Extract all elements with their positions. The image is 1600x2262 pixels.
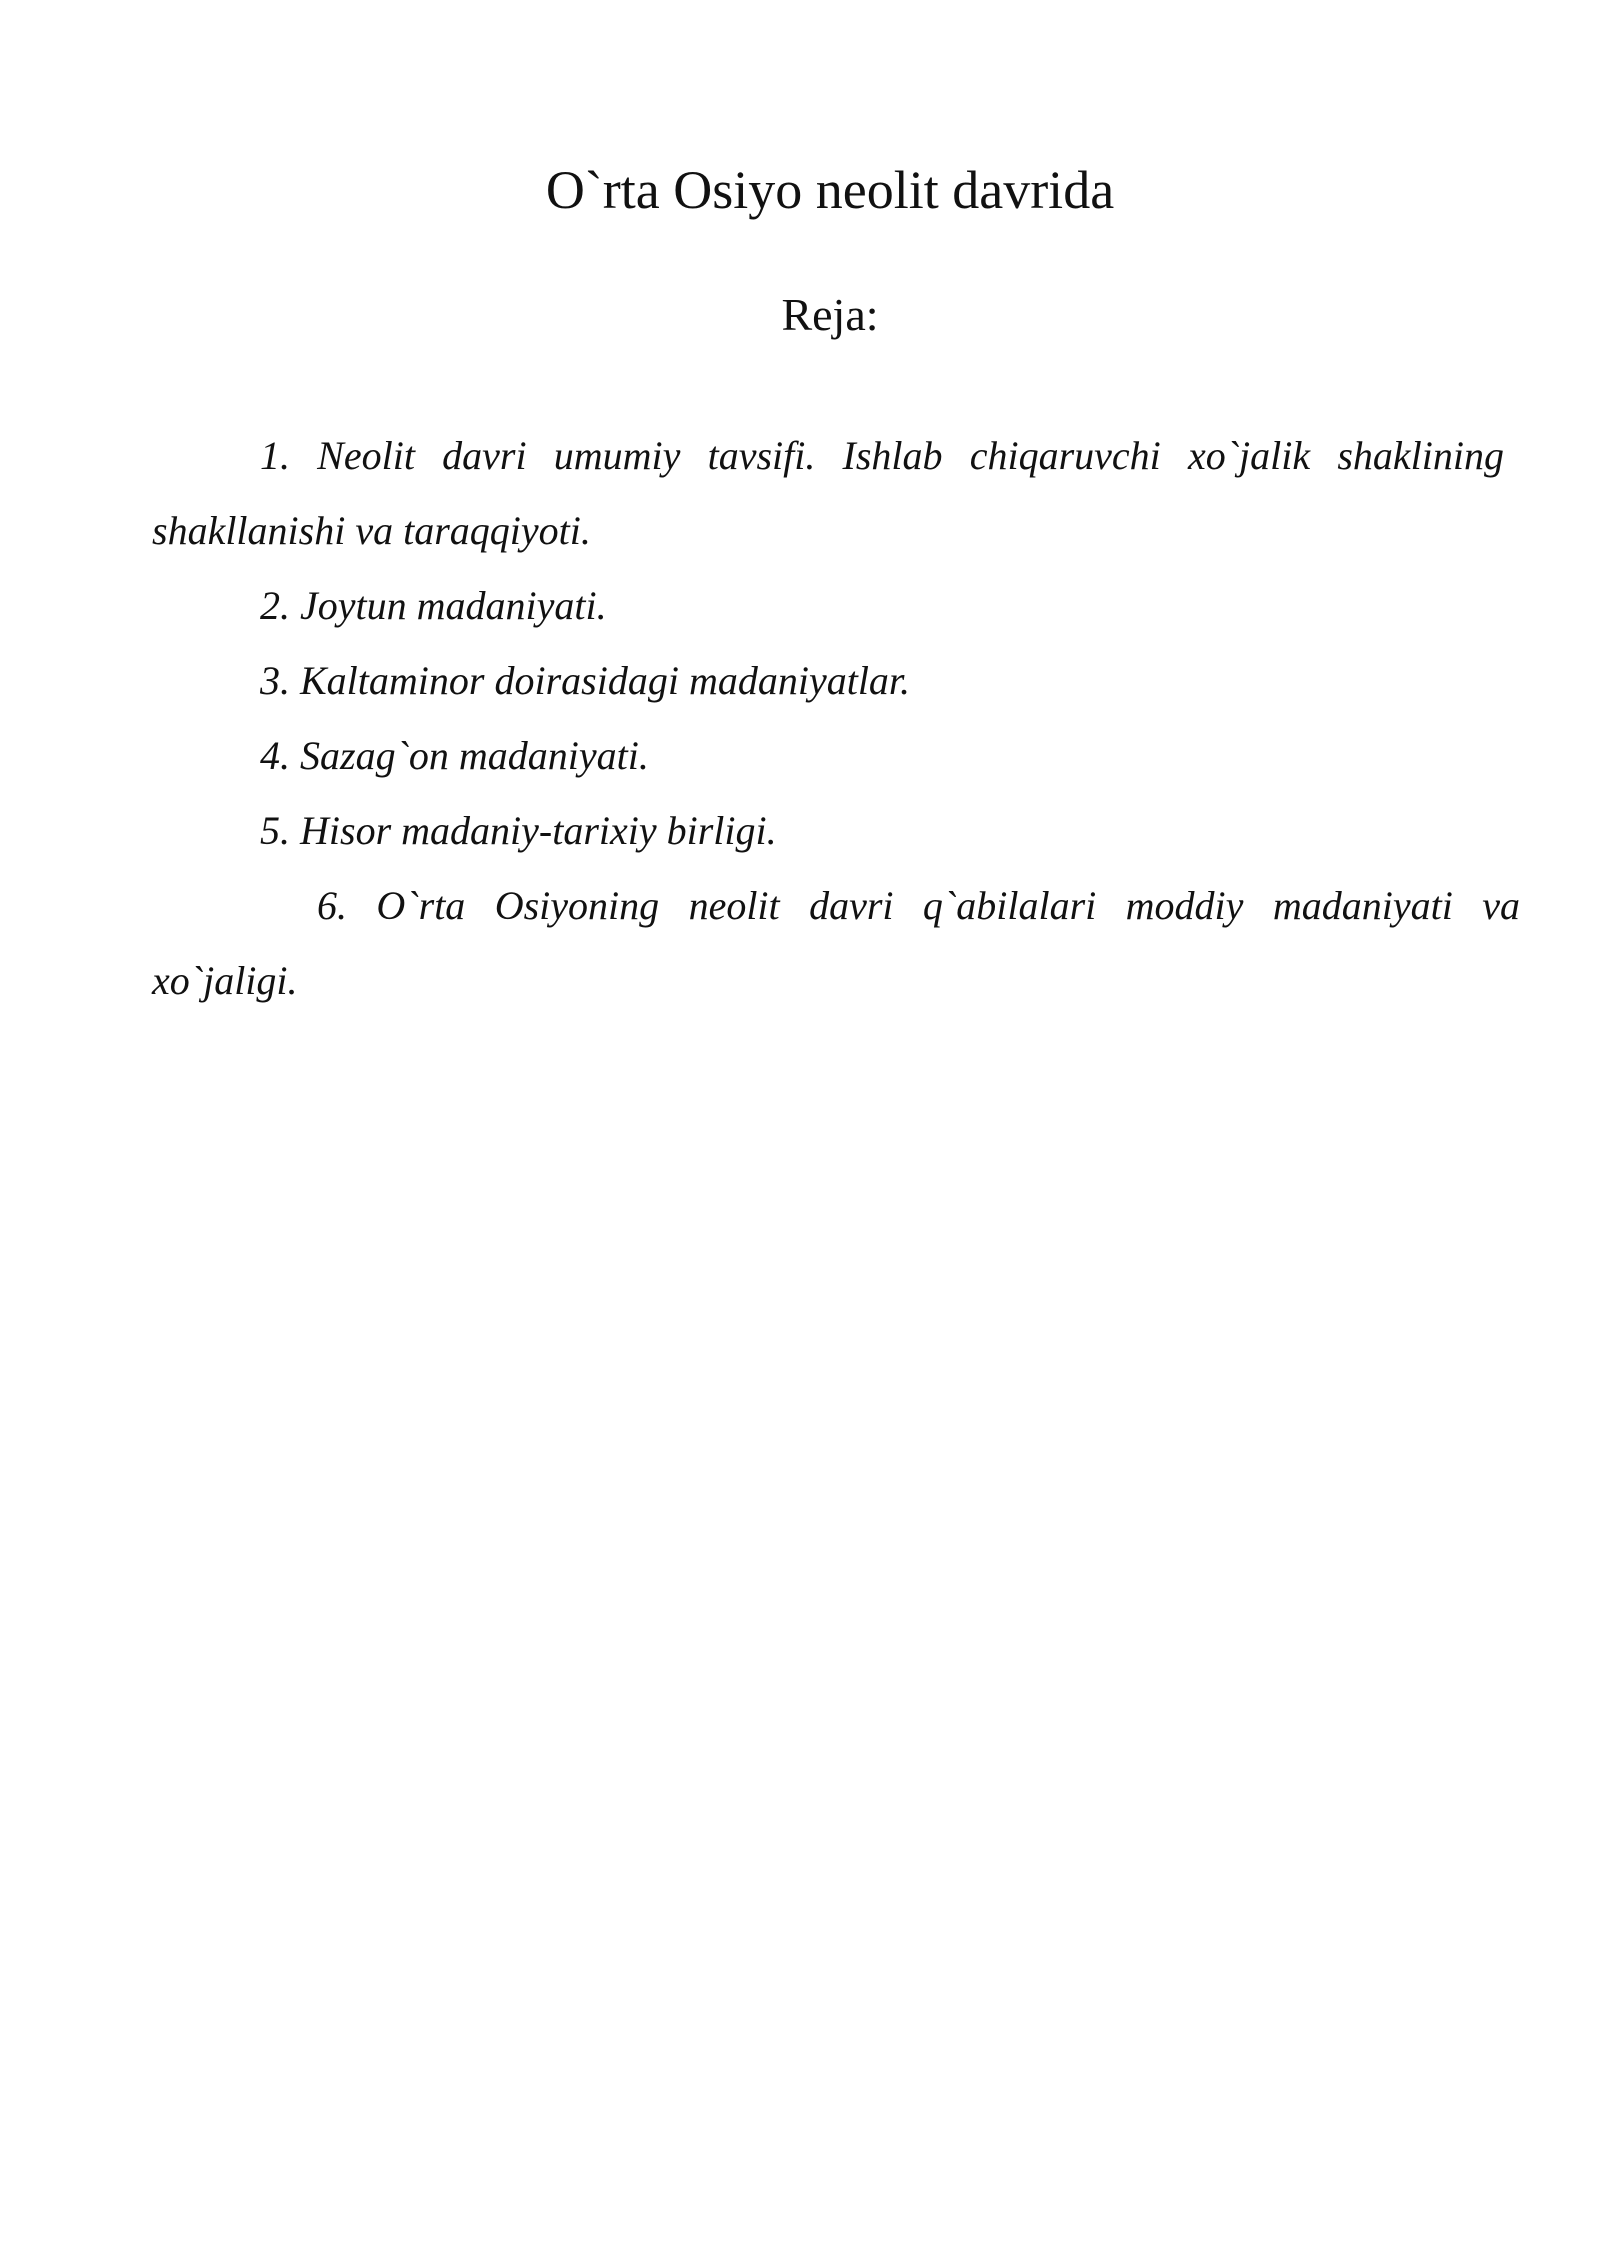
plan-item-1-line-2: shakllanishi va taraqqiyoti.	[152, 508, 591, 553]
page-title: O`rta Osiyo neolit davrida	[545, 160, 1115, 220]
plan-heading: Reja:	[781, 289, 879, 340]
plan-item-1	[152, 418, 1504, 568]
plan-item-6-line-1: 6. O`rta Osiyoning neolit davri q`abilalari moddiy madaniyati va	[317, 883, 1520, 928]
plan-item-2: 2. Joytun madaniyati.	[260, 583, 607, 628]
plan-item-4: 4. Sazag`on madaniyati.	[260, 733, 649, 778]
plan-list	[152, 418, 1520, 1018]
plan-item-6-line-2: xo`jaligi.	[152, 958, 298, 1003]
plan-item-5: 5. Hisor madaniy-tarixiy birligi.	[260, 808, 777, 853]
plan-item-6	[152, 868, 1520, 1018]
plan-item-3: 3. Kaltaminor doirasidagi madaniyatlar.	[260, 658, 911, 703]
plan-item-1-line-1: 1. Neolit davri umumiy tavsifi. Ishlab chiqaruvchi xo`jalik shaklining	[260, 433, 1504, 478]
